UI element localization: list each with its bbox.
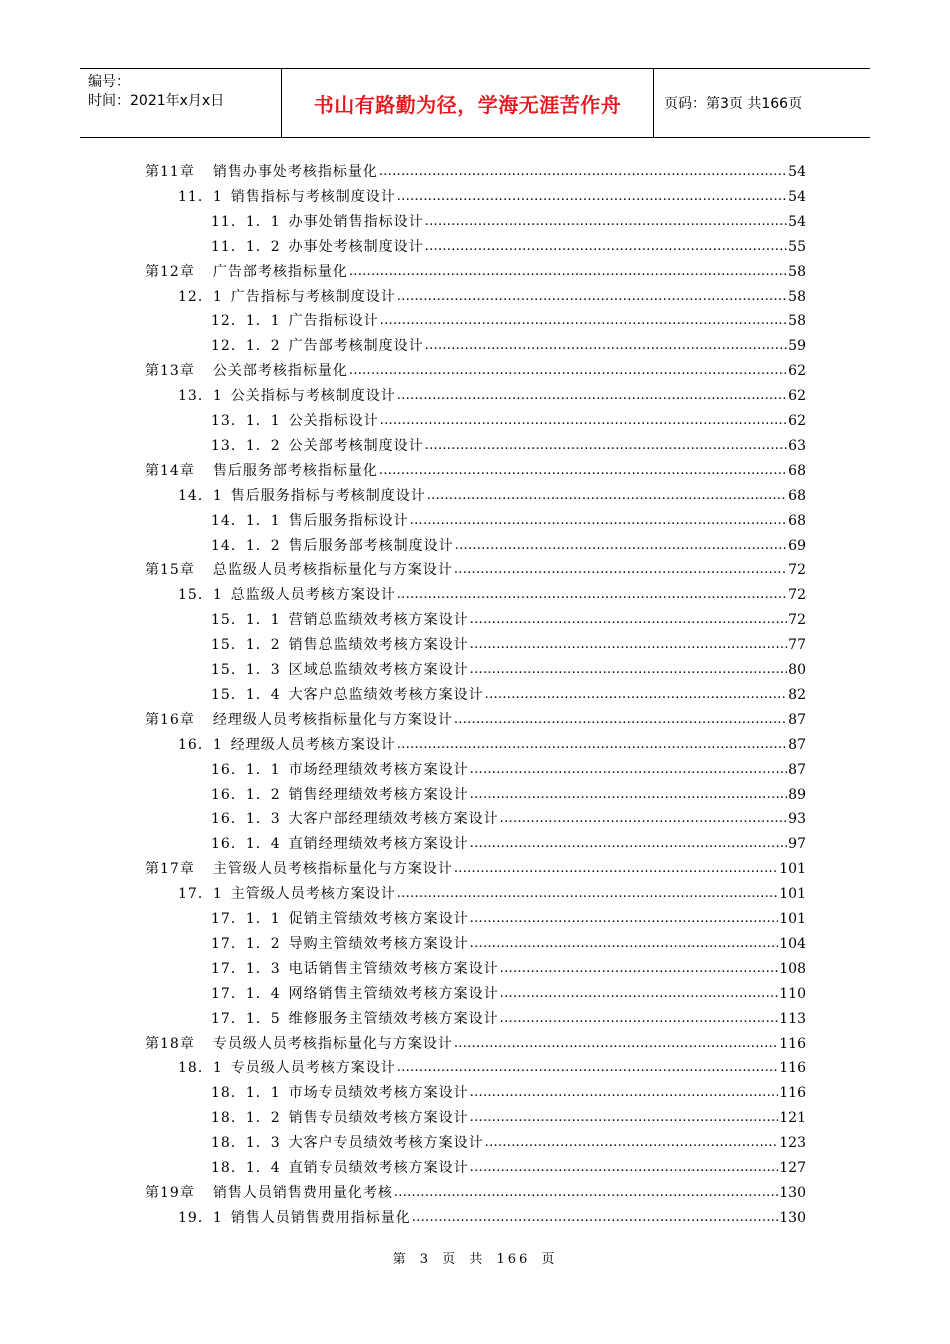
- toc-entry-number: 15．1．3: [211, 662, 281, 678]
- toc-entry-title: 销售人员销售费用量化考核: [212, 1184, 393, 1201]
- toc-entry[interactable]: [211, 608, 806, 628]
- toc-dot-leader: [500, 1011, 779, 1027]
- toc-entry-number: 18．1．4: [211, 1160, 281, 1176]
- toc-entry[interactable]: [178, 882, 806, 902]
- toc-entry-number: 11．1: [178, 188, 223, 205]
- toc-entry-page: 101: [779, 911, 806, 927]
- toc-entry[interactable]: [178, 384, 806, 404]
- toc-entry-page: 62: [788, 363, 806, 380]
- toc-dot-leader: [425, 214, 788, 230]
- toc-entry-page: 101: [779, 861, 806, 878]
- toc-entry-title: 公关指标设计: [288, 413, 379, 429]
- toc-entry-page: 77: [788, 637, 806, 654]
- toc-entry[interactable]: [178, 185, 806, 205]
- toc-entry-page: 54: [788, 188, 806, 205]
- page-header: [80, 68, 870, 138]
- toc-dot-leader: [427, 488, 787, 504]
- toc-entry[interactable]: [211, 1081, 806, 1101]
- toc-entry-page: 113: [779, 1010, 806, 1027]
- toc-entry-title: 专员级人员考核指标量化与方案设计: [212, 1035, 453, 1052]
- toc-dot-leader: [397, 587, 787, 603]
- toc-entry-page: 62: [788, 388, 806, 405]
- toc-entry-number: 12．1．1: [211, 313, 281, 330]
- toc-dot-leader: [485, 687, 788, 703]
- toc-dot-leader: [500, 986, 779, 1002]
- toc-dot-leader: [454, 861, 778, 877]
- toc-entry-page: 87: [788, 736, 806, 753]
- toc-dot-leader: [410, 513, 788, 529]
- toc-entry[interactable]: [145, 459, 806, 479]
- toc-entry-page: 89: [788, 786, 806, 803]
- toc-entry-page: 72: [788, 587, 806, 604]
- toc-entry-title: 主管级人员考核方案设计: [230, 886, 396, 903]
- toc-entry-number: 第17章: [145, 861, 195, 878]
- toc-entry[interactable]: [211, 1131, 806, 1151]
- toc-entry-number: 第11章: [145, 164, 195, 180]
- toc-entry-title: 销售经理绩效考核方案设计: [288, 786, 469, 803]
- footer-ye-end: 页: [541, 1252, 558, 1267]
- toc-entry-title: 销售办事处考核指标量化: [212, 164, 378, 180]
- toc-entry-title: 直销专员绩效考核方案设计: [288, 1160, 469, 1176]
- toc-entry-number: 第19章: [145, 1184, 195, 1201]
- toc-entry-title: 专员级人员考核方案设计: [230, 1060, 396, 1077]
- toc-entry-title: 主管级人员考核指标量化与方案设计: [212, 861, 453, 878]
- toc-dot-leader: [470, 662, 788, 678]
- toc-entry-title: 销售总监绩效考核方案设计: [288, 637, 469, 654]
- toc-entry[interactable]: [211, 832, 806, 852]
- toc-dot-leader: [397, 1060, 779, 1076]
- toc-entry[interactable]: [178, 285, 806, 305]
- toc-entry-title: 售后服务指标与考核制度设计: [230, 487, 426, 504]
- toc-entry[interactable]: [145, 558, 806, 578]
- toc-entry[interactable]: [178, 583, 806, 603]
- toc-dot-leader: [380, 413, 788, 429]
- footer-ye: 页: [442, 1252, 459, 1267]
- page-footer: [0, 1248, 950, 1267]
- toc-entry-number: 16．1．4: [211, 836, 281, 853]
- toc-dot-leader: [425, 338, 788, 354]
- toc-entry-page: 108: [779, 960, 806, 977]
- toc-entry-title: 经理级人员考核指标量化与方案设计: [212, 711, 453, 728]
- toc-entry-title: 售后服务部考核制度设计: [288, 537, 454, 554]
- toc-entry-title: 大客户总监绩效考核方案设计: [288, 686, 484, 703]
- toc-entry-title: 广告指标与考核制度设计: [230, 288, 396, 305]
- toc-dot-leader: [379, 164, 787, 180]
- toc-dot-leader: [349, 264, 787, 280]
- toc-entry-page: 123: [779, 1135, 806, 1152]
- toc-entry-page: 93: [788, 811, 806, 828]
- toc-entry[interactable]: [211, 309, 806, 329]
- footer-di: 第: [392, 1252, 409, 1267]
- toc-entry-title: 总监级人员考核指标量化与方案设计: [212, 562, 453, 579]
- toc-entry[interactable]: [211, 235, 806, 255]
- toc-entry-page: 87: [788, 711, 806, 728]
- toc-entry[interactable]: [145, 359, 806, 379]
- toc-entry-page: 68: [788, 462, 806, 479]
- page-info: 页码：第3页 共166页: [664, 96, 803, 112]
- toc-entry-page: 116: [779, 1085, 806, 1102]
- toc-entry[interactable]: [211, 1106, 806, 1126]
- toc-dot-leader: [455, 538, 788, 554]
- toc-entry[interactable]: [211, 434, 806, 454]
- toc-entry-number: 16．1: [178, 736, 223, 753]
- toc-dot-leader: [454, 712, 787, 728]
- toc-entry-page: 87: [788, 761, 806, 778]
- toc-entry-page: 72: [788, 562, 806, 579]
- toc-entry-number: 17．1: [178, 886, 223, 903]
- toc-entry-number: 12．1．2: [211, 338, 281, 355]
- toc-entry-number: 13．1: [178, 388, 223, 405]
- toc-entry[interactable]: [145, 1181, 806, 1201]
- toc-entry-page: 127: [779, 1160, 806, 1176]
- toc-entry-number: 第18章: [145, 1035, 195, 1052]
- toc-entry-page: 101: [779, 886, 806, 903]
- toc-dot-leader: [394, 1185, 778, 1201]
- toc-entry-title: 大客户专员绩效考核方案设计: [288, 1135, 484, 1152]
- toc-entry-number: 19．1: [178, 1209, 223, 1226]
- toc-entry-number: 第14章: [145, 462, 195, 479]
- toc-dot-leader: [425, 239, 788, 255]
- toc-entry[interactable]: [211, 633, 806, 653]
- toc-entry-number: 15．1．2: [211, 637, 281, 654]
- toc-entry-title: 促销主管绩效考核方案设计: [288, 911, 469, 927]
- toc-entry[interactable]: [178, 1206, 806, 1226]
- toc-entry-number: 17．1．5: [211, 1010, 281, 1027]
- toc-entry-page: 62: [788, 413, 806, 429]
- toc-entry-page: 68: [788, 487, 806, 504]
- toc-entry-page: 54: [788, 213, 806, 230]
- toc-entry-number: 第12章: [145, 263, 195, 280]
- toc-entry-title: 网络销售主管绩效考核方案设计: [288, 985, 499, 1002]
- toc-entry-page: 54: [788, 164, 806, 180]
- toc-entry-number: 15．1: [178, 587, 223, 604]
- toc-entry-title: 办事处销售指标设计: [288, 213, 424, 230]
- toc-entry-number: 11．1．1: [211, 213, 281, 230]
- toc-entry-page: 58: [788, 263, 806, 280]
- toc-entry[interactable]: [211, 1007, 806, 1027]
- toc-entry-page: 110: [779, 985, 806, 1002]
- toc-entry[interactable]: [211, 509, 806, 529]
- toc-dot-leader: [397, 737, 787, 753]
- toc-entry-page: 82: [788, 686, 806, 703]
- toc-entry[interactable]: [145, 260, 806, 280]
- toc-dot-leader: [470, 936, 779, 952]
- toc-dot-leader: [500, 961, 779, 977]
- toc-entry-title: 大客户部经理绩效考核方案设计: [288, 811, 499, 828]
- toc-dot-leader: [470, 1110, 779, 1126]
- toc-dot-leader: [470, 1085, 779, 1101]
- toc-entry-page: 116: [779, 1035, 806, 1052]
- toc-entry-number: 16．1．3: [211, 811, 281, 828]
- toc-dot-leader: [470, 637, 788, 653]
- toc-entry-title: 广告指标设计: [288, 313, 379, 330]
- toc-entry-title: 总监级人员考核方案设计: [230, 587, 396, 604]
- toc-entry[interactable]: [211, 807, 806, 827]
- toc-entry[interactable]: [211, 982, 806, 1002]
- toc-entry-title: 电话销售主管绩效考核方案设计: [288, 960, 499, 977]
- toc-dot-leader: [349, 363, 787, 379]
- toc-entry[interactable]: [211, 758, 806, 778]
- toc-entry[interactable]: [178, 733, 806, 753]
- toc-dot-leader: [380, 313, 788, 329]
- toc-entry[interactable]: [211, 957, 806, 977]
- toc-entry-number: 17．1．1: [211, 911, 281, 927]
- toc-entry-number: 18．1．2: [211, 1110, 281, 1127]
- toc-entry-number: 17．1．4: [211, 985, 281, 1002]
- toc-dot-leader: [379, 463, 787, 479]
- document-date: 时间：2021年x月x日: [88, 93, 225, 109]
- toc-entry-page: 130: [779, 1184, 806, 1201]
- toc-entry-number: 14．1．2: [211, 537, 281, 554]
- footer-gong: 共: [469, 1252, 486, 1267]
- toc-entry-number: 16．1．2: [211, 786, 281, 803]
- toc-entry[interactable]: [211, 334, 806, 354]
- toc-entry[interactable]: [211, 210, 806, 230]
- toc-entry[interactable]: [211, 409, 806, 429]
- toc-entry[interactable]: [145, 160, 806, 180]
- toc-entry-number: 17．1．2: [211, 935, 281, 952]
- toc-entry-title: 售后服务部考核指标量化: [212, 462, 378, 479]
- toc-entry-title: 售后服务指标设计: [288, 512, 409, 529]
- toc-entry-title: 市场经理绩效考核方案设计: [288, 761, 469, 778]
- toc-entry-page: 58: [788, 313, 806, 330]
- toc-entry-title: 销售人员销售费用指标量化: [230, 1209, 411, 1226]
- toc-entry[interactable]: [211, 1156, 806, 1176]
- toc-dot-leader: [454, 562, 787, 578]
- toc-entry-number: 14．1．1: [211, 512, 281, 529]
- toc-entry-title: 销售指标与考核制度设计: [230, 188, 396, 205]
- toc-entry-number: 第13章: [145, 363, 195, 380]
- toc-dot-leader: [454, 1036, 778, 1052]
- toc-dot-leader: [470, 612, 788, 628]
- toc-entry[interactable]: [178, 484, 806, 504]
- toc-entry-number: 第15章: [145, 562, 195, 579]
- toc-dot-leader: [500, 811, 788, 827]
- toc-entry[interactable]: [145, 1032, 806, 1052]
- toc-entry-title: 销售专员绩效考核方案设计: [288, 1110, 469, 1127]
- document-number-label: 编号：: [88, 74, 130, 90]
- toc-entry-page: 63: [788, 437, 806, 454]
- toc-entry-page: 116: [779, 1060, 806, 1077]
- toc-entry-title: 维修服务主管绩效考核方案设计: [288, 1010, 499, 1027]
- toc-entry-number: 13．1．1: [211, 413, 281, 429]
- toc-entry-number: 17．1．3: [211, 960, 281, 977]
- toc-entry-number: 13．1．2: [211, 437, 281, 454]
- toc-entry[interactable]: [211, 658, 806, 678]
- toc-entry-page: 121: [779, 1110, 806, 1127]
- toc-entry-title: 经理级人员考核方案设计: [230, 736, 396, 753]
- toc-entry-title: 公关部考核指标量化: [212, 363, 348, 380]
- toc-entry-number: 18．1．3: [211, 1135, 281, 1152]
- toc-entry[interactable]: [211, 907, 806, 927]
- toc-entry[interactable]: [211, 932, 806, 952]
- toc-dot-leader: [397, 289, 787, 305]
- toc-entry-title: 公关部考核制度设计: [288, 437, 424, 454]
- toc-entry-title: 广告部考核制度设计: [288, 338, 424, 355]
- toc-entry[interactable]: [211, 783, 806, 803]
- footer-page-number: 3: [419, 1252, 431, 1267]
- toc-entry-number: 14．1: [178, 487, 223, 504]
- toc-dot-leader: [425, 438, 788, 454]
- toc-dot-leader: [397, 189, 787, 205]
- toc-entry-page: 69: [788, 537, 806, 554]
- toc-entry-title: 直销经理绩效考核方案设计: [288, 836, 469, 853]
- toc-entry-number: 16．1．1: [211, 761, 281, 778]
- toc-entry[interactable]: [145, 708, 806, 728]
- toc-dot-leader: [470, 836, 788, 852]
- toc-entry[interactable]: [211, 683, 806, 703]
- toc-entry-page: 72: [788, 612, 806, 629]
- toc-entry-page: 130: [779, 1209, 806, 1226]
- toc-entry-title: 公关指标与考核制度设计: [230, 388, 396, 405]
- motto-text: 书山有路勤为径，学海无涯苦作舟: [313, 92, 622, 117]
- toc-entry-title: 广告部考核指标量化: [212, 263, 348, 280]
- toc-entry-title: 市场专员绩效考核方案设计: [288, 1085, 469, 1102]
- toc-entry-number: 第16章: [145, 711, 195, 728]
- footer-total-pages: 166: [496, 1252, 531, 1267]
- toc-dot-leader: [485, 1135, 779, 1151]
- toc-entry[interactable]: [211, 534, 806, 554]
- toc-entry-number: 18．1．1: [211, 1085, 281, 1102]
- toc-entry-page: 55: [788, 238, 806, 255]
- toc-dot-leader: [470, 1160, 779, 1176]
- toc-entry-number: 12．1: [178, 288, 223, 305]
- header-meta: [80, 69, 282, 137]
- toc-dot-leader: [470, 762, 788, 778]
- toc-entry-title: 导购主管绩效考核方案设计: [288, 935, 469, 952]
- toc-entry-number: 11．1．2: [211, 238, 281, 255]
- header-page-info-cell: [654, 69, 870, 137]
- toc-entry-title: 营销总监绩效考核方案设计: [288, 612, 469, 629]
- toc-entry-title: 办事处考核制度设计: [288, 238, 424, 255]
- toc-entry-page: 80: [788, 662, 806, 678]
- toc-entry-page: 58: [788, 288, 806, 305]
- toc-entry[interactable]: [178, 1056, 806, 1076]
- toc-entry-title: 区域总监绩效考核方案设计: [288, 662, 469, 678]
- toc-dot-leader: [412, 1210, 779, 1226]
- toc-dot-leader: [470, 911, 779, 927]
- toc-entry-number: 18．1: [178, 1060, 223, 1077]
- toc-entry-page: 68: [788, 512, 806, 529]
- toc-dot-leader: [397, 886, 779, 902]
- toc-entry-page: 59: [788, 338, 806, 355]
- toc-dot-leader: [397, 388, 787, 404]
- toc-entry[interactable]: [145, 857, 806, 877]
- toc-entry-number: 15．1．1: [211, 612, 281, 629]
- toc-entry-page: 104: [779, 935, 806, 952]
- toc-dot-leader: [470, 787, 788, 803]
- toc-entry-number: 15．1．4: [211, 686, 281, 703]
- header-motto-cell: [282, 69, 654, 137]
- toc-entry-page: 97: [788, 836, 806, 853]
